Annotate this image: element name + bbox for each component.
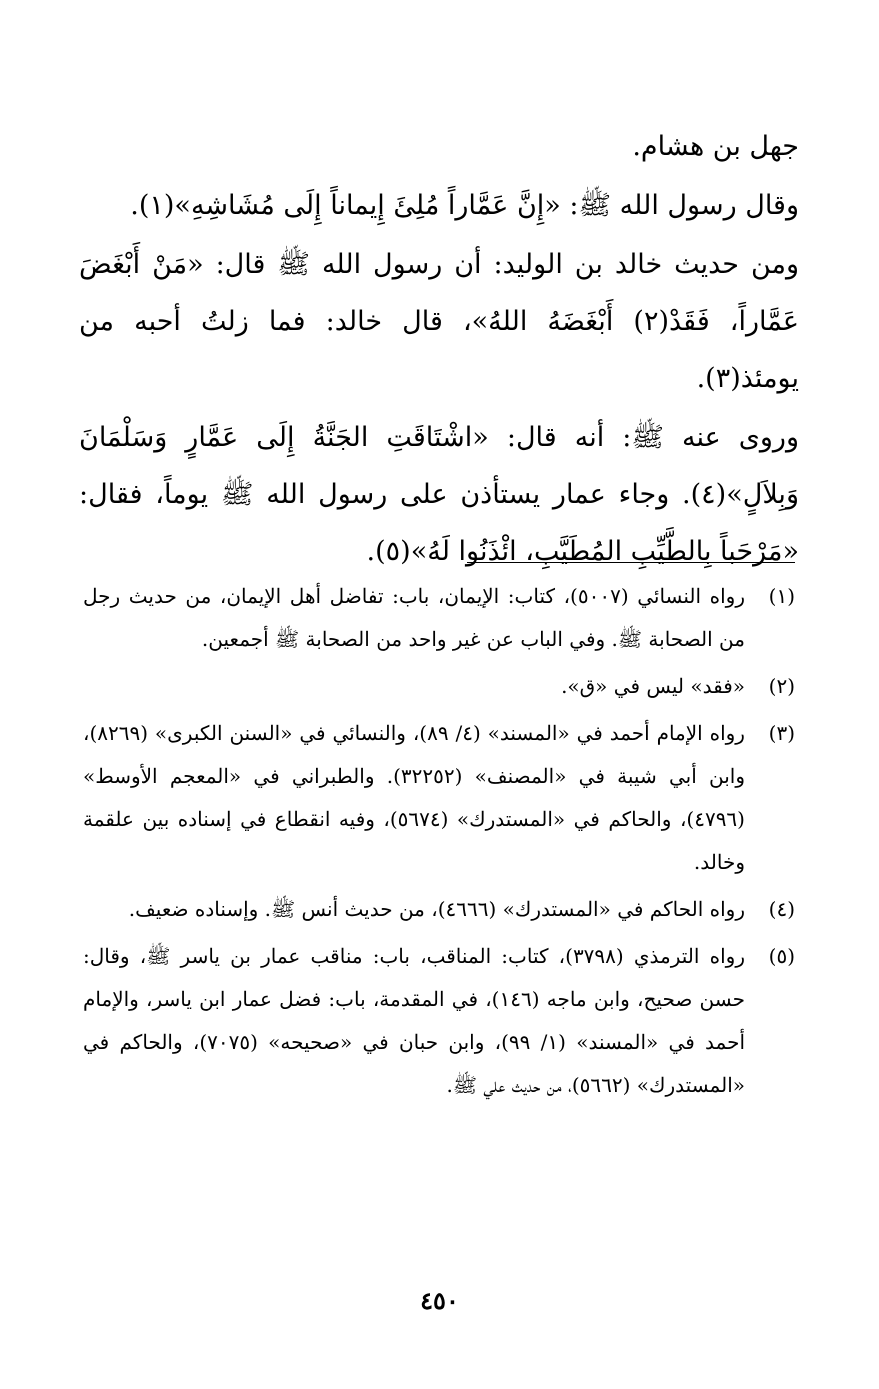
footnote-number: (٤) [768,897,795,921]
footnote-item [83,665,795,708]
footnote-item [83,575,795,661]
footnote-text: رواه النسائي (٥٠٠٧)، كتاب: الإيمان، باب: تفاضل أهل الإيمان، من حديث رجل من الصحابة ﷺ. وفي الباب عن غير واحد من الصحابة ﷺ أجمعين. [83,584,745,651]
footnote-item [83,935,795,1107]
main-paragraph: جهل بن هشام. [632,131,799,162]
footnote-item [83,888,795,931]
footnote-number: (٢) [768,674,795,698]
page-number: ٤٥٠ [420,1286,459,1315]
footnote-number: (٥) [768,944,795,968]
main-paragraph: وروى عنه ﷺ: أنه قال: «اشْتَاقَتِ الجَنَّةُ إِلَى عَمَّارٍ وَسَلْمَانَ وَبِلاَلٍ»(٤). وجاء عمار يستأذن على رسول الله ﷺ يوماً، فقال: «مَرْحَباً بِالطَّيِّبِ المُطَيَّبِ، ائْذَنُوا لَهُ»(٥). [79,422,799,567]
footnote-text: رواه الترمذي (٣٧٩٨)، كتاب: المناقب، باب: مناقب عمار بن ياسر ﷺ، وقال: حسن صحيح، وابن ماجه (١٤٦)، في المقدمة، باب: فضل عمار ابن ياسر، والإمام أحمد في «المسند» (١/ ٩٩)، وابن حبان في «صحيحه» (٧٠٧٥)، والحاكم في «المستدرك» (٥٦٦٢)، من حديث علي ﷺ. [83,944,745,1097]
main-paragraph: وقال رسول الله ﷺ: «إِنَّ عَمَّاراً مُلِئَ إِيماناً إِلَى مُشَاشِهِ»(١). [130,190,799,221]
footnote-divider [467,562,795,563]
footnote-text: رواه الحاكم في «المستدرك» (٤٦٦٦)، من حديث أنس ﷺ. وإسناده ضعيف. [128,897,745,921]
footnote-text: رواه الإمام أحمد في «المسند» (٤/ ٨٩)، والنسائي في «السنن الكبرى» (٨٢٦٩)، وابن أبي شيبة في «المصنف» (٣٢٢٥٢). والطبراني في «المعجم الأوسط» (٤٧٩٦)، والحاكم في «المستدرك» (٥٦٧٤)، وفيه انقطاع في إسناده بين علقمة وخالد. [83,721,745,874]
main-text [79,118,799,580]
footnote-number: (١) [768,584,795,608]
footnote-number: (٣) [768,721,795,745]
footnote-item [83,712,795,884]
footnotes [83,575,795,1111]
main-paragraph: ومن حديث خالد بن الوليد: أن رسول الله ﷺ قال: «مَنْ أَبْغَضَ عَمَّاراً، فَقَدْ(٢) أَبْغَضَهُ اللهُ»، قال خالد: فما زلتُ أحبه من يومئذ(٣). [79,249,799,394]
footnote-text: «فقد» ليس في «ق». [561,674,745,698]
